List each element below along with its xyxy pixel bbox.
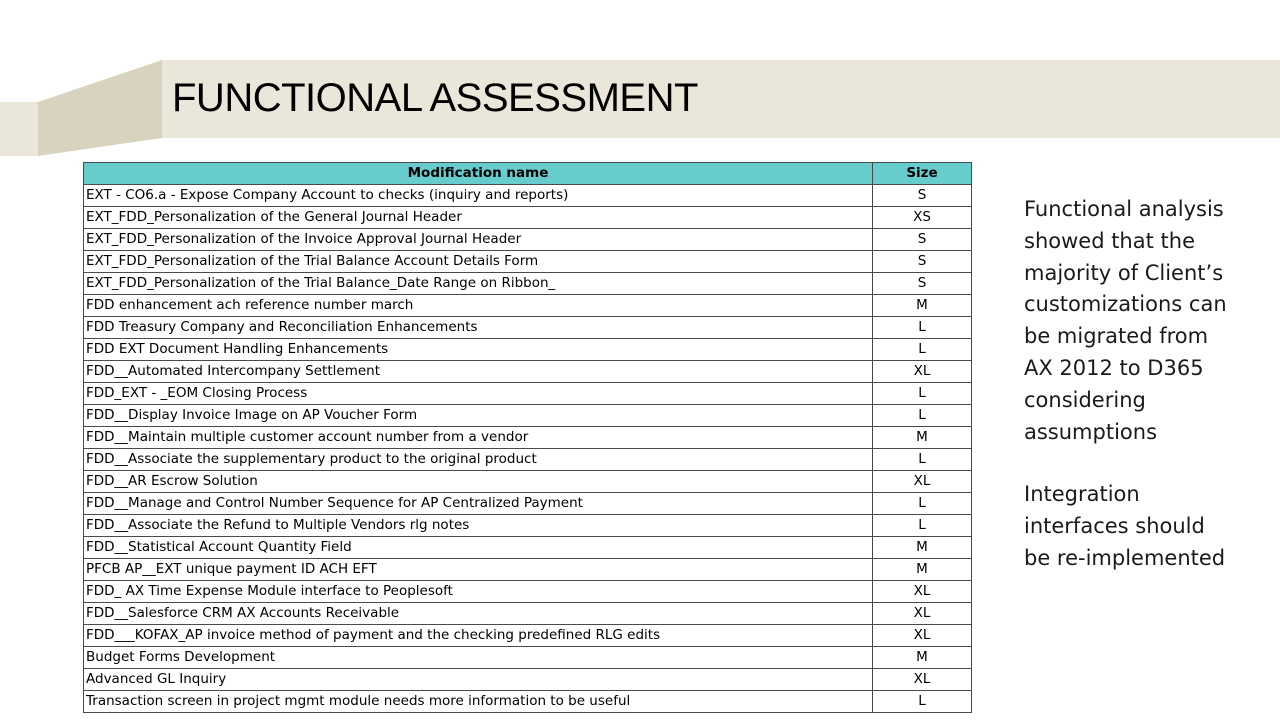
table-row — [84, 185, 972, 207]
size-cell: XL — [873, 669, 972, 691]
modification-name-cell: EXT_FDD_Personalization of the Invoice Approval Journal Header — [84, 229, 873, 251]
table-row — [84, 339, 972, 361]
table-row — [84, 317, 972, 339]
title-banner-wedge — [38, 60, 162, 156]
table-row — [84, 537, 972, 559]
size-cell: S — [873, 229, 972, 251]
size-cell: S — [873, 185, 972, 207]
size-cell: M — [873, 295, 972, 317]
table-row — [84, 559, 972, 581]
summary-line: showed that the — [1024, 228, 1195, 253]
modification-name-cell: FDD__Associate the supplementary product to the original product — [84, 449, 873, 471]
summary-line: considering — [1024, 387, 1146, 412]
table-row — [84, 647, 972, 669]
summary-line: be migrated from — [1024, 324, 1209, 349]
column-header-size: Size — [873, 163, 972, 185]
size-cell: XS — [873, 207, 972, 229]
table-body — [84, 185, 972, 713]
table-row — [84, 251, 972, 273]
modification-name-cell: FDD__Statistical Account Quantity Field — [84, 537, 873, 559]
table-header-row — [84, 163, 972, 185]
size-cell: S — [873, 273, 972, 295]
table-row — [84, 383, 972, 405]
modification-name-cell: Budget Forms Development — [84, 647, 873, 669]
size-cell: S — [873, 251, 972, 273]
size-cell: XL — [873, 361, 972, 383]
size-cell: L — [873, 383, 972, 405]
size-cell: L — [873, 493, 972, 515]
modification-name-cell: FDD__Display Invoice Image on AP Voucher Form — [84, 405, 873, 427]
summary-line: Integration — [1024, 482, 1140, 507]
modification-name-cell: FDD_ AX Time Expense Module interface to Peoplesoft — [84, 581, 873, 603]
modification-name-cell: FDD__Manage and Control Number Sequence for AP Centralized Payment — [84, 493, 873, 515]
summary-line: AX 2012 to D365 — [1024, 355, 1204, 380]
modification-name-cell: FDD enhancement ach reference number march — [84, 295, 873, 317]
slide-title: FUNCTIONAL ASSESSMENT — [172, 76, 698, 120]
table-row — [84, 471, 972, 493]
modification-name-cell: EXT_FDD_Personalization of the Trial Balance Account Details Form — [84, 251, 873, 273]
modification-name-cell: EXT_FDD_Personalization of the General Journal Header — [84, 207, 873, 229]
size-cell: M — [873, 427, 972, 449]
modification-name-cell: PFCB AP__EXT unique payment ID ACH EFT — [84, 559, 873, 581]
modification-name-cell: EXT_FDD_Personalization of the Trial Balance_Date Range on Ribbon_ — [84, 273, 873, 295]
size-cell: XL — [873, 625, 972, 647]
modification-name-cell: FDD__Salesforce CRM AX Accounts Receivable — [84, 603, 873, 625]
modification-name-cell: Advanced GL Inquiry — [84, 669, 873, 691]
summary-line: Functional analysis — [1024, 197, 1224, 221]
size-cell: L — [873, 691, 972, 713]
summary-paragraph-migration — [1024, 194, 1274, 448]
summary-line: be re-implemented — [1024, 545, 1226, 570]
size-cell: XL — [873, 581, 972, 603]
table-row — [84, 581, 972, 603]
table-row — [84, 691, 972, 713]
summary-text — [1024, 194, 1274, 575]
size-cell: L — [873, 317, 972, 339]
modification-name-cell: Transaction screen in project mgmt module needs more information to be useful — [84, 691, 873, 713]
modification-name-cell: FDD__Associate the Refund to Multiple Vendors rlg notes — [84, 515, 873, 537]
size-cell: M — [873, 647, 972, 669]
summary-line: assumptions — [1024, 419, 1158, 444]
table-row — [84, 273, 972, 295]
size-cell: M — [873, 559, 972, 581]
modifications-table — [83, 162, 972, 713]
size-cell: L — [873, 515, 972, 537]
modification-name-cell: FDD__Maintain multiple customer account number from a vendor — [84, 427, 873, 449]
size-cell: L — [873, 405, 972, 427]
size-cell: XL — [873, 471, 972, 493]
modification-name-cell: FDD Treasury Company and Reconciliation Enhancements — [84, 317, 873, 339]
summary-line: interfaces should — [1024, 514, 1205, 539]
modification-name-cell: FDD__Automated Intercompany Settlement — [84, 361, 873, 383]
size-cell: L — [873, 449, 972, 471]
table-row — [84, 669, 972, 691]
size-cell: XL — [873, 603, 972, 625]
table-row — [84, 515, 972, 537]
modification-name-cell: FDD___KOFAX_AP invoice method of payment and the checking predefined RLG edits — [84, 625, 873, 647]
modification-name-cell: EXT - CO6.a - Expose Company Account to checks (inquiry and reports) — [84, 185, 873, 207]
table-row — [84, 361, 972, 383]
title-banner-left-strip — [0, 102, 40, 156]
table-row — [84, 229, 972, 251]
table-row — [84, 427, 972, 449]
summary-paragraph-integration — [1024, 479, 1274, 574]
summary-line: majority of Client’s — [1024, 260, 1224, 285]
table-row — [84, 449, 972, 471]
modification-name-cell: FDD EXT Document Handling Enhancements — [84, 339, 873, 361]
table-row — [84, 625, 972, 647]
table-row — [84, 493, 972, 515]
table-row — [84, 295, 972, 317]
size-cell: L — [873, 339, 972, 361]
size-cell: M — [873, 537, 972, 559]
column-header-modification-name: Modification name — [84, 163, 873, 185]
table-row — [84, 603, 972, 625]
table-row — [84, 207, 972, 229]
summary-line: customizations can — [1024, 292, 1227, 317]
table-row — [84, 405, 972, 427]
modification-name-cell: FDD_EXT - _EOM Closing Process — [84, 383, 873, 405]
modification-name-cell: FDD__AR Escrow Solution — [84, 471, 873, 493]
